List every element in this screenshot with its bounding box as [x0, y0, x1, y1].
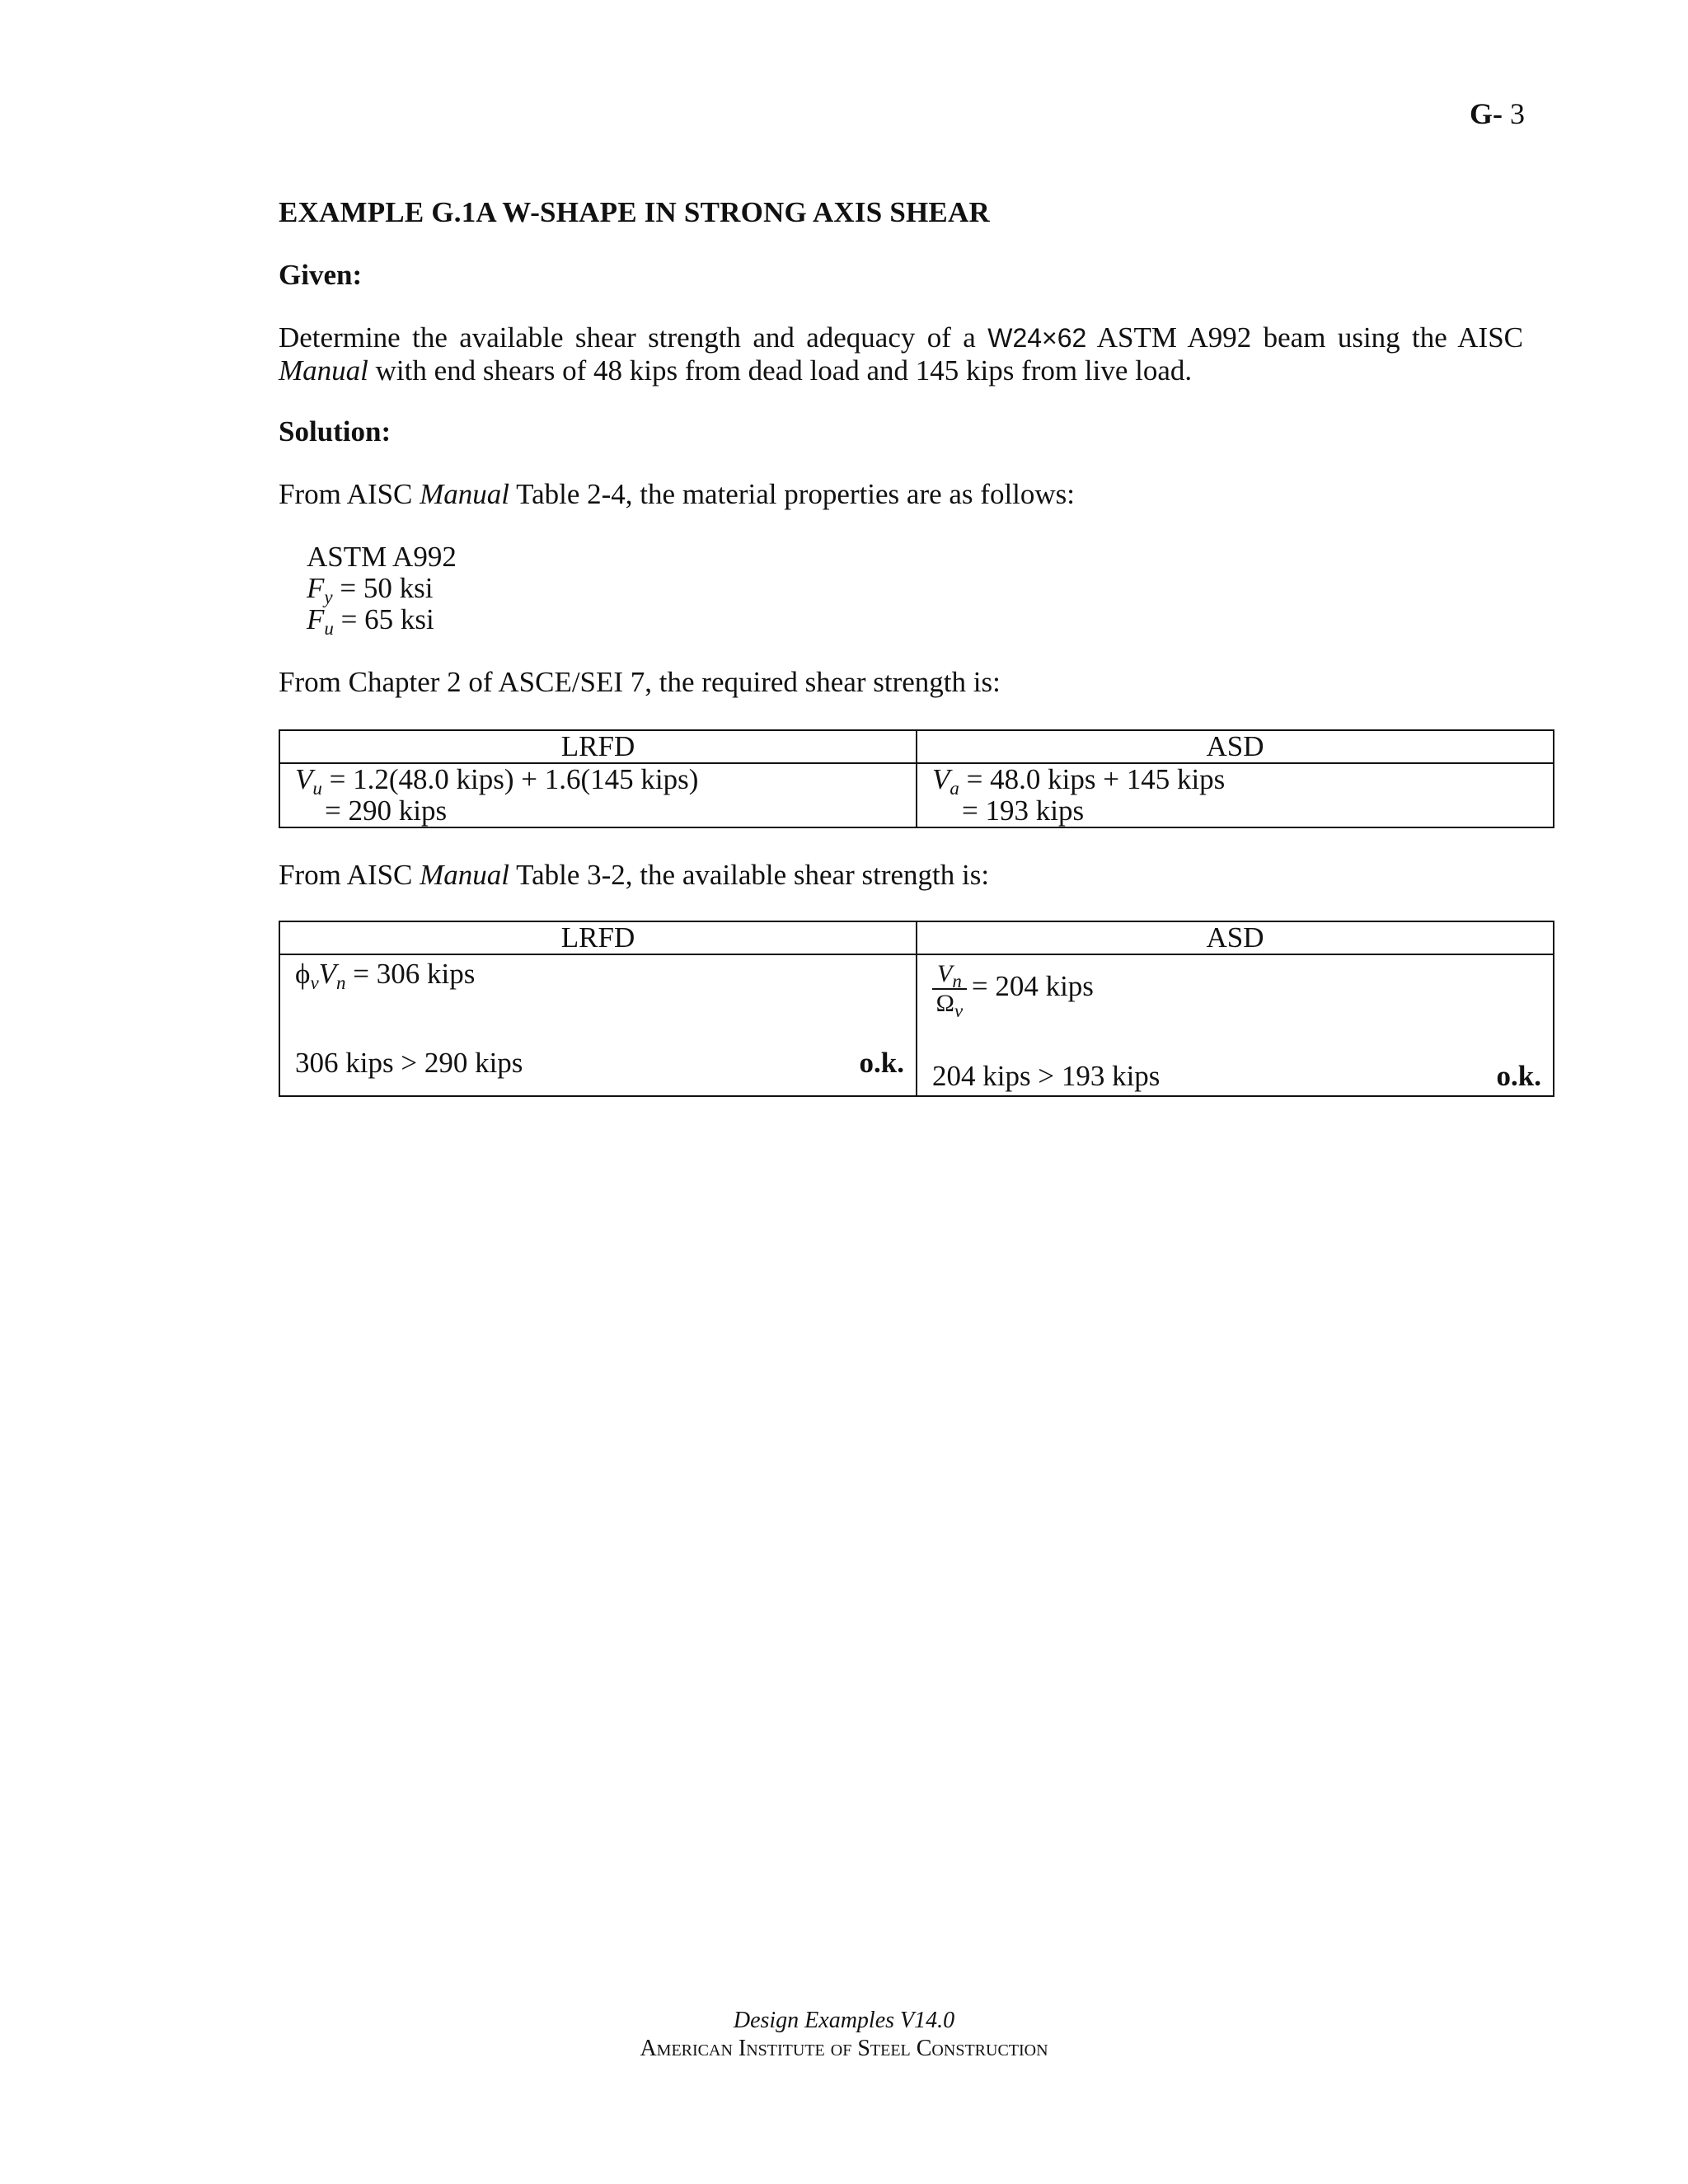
table1-lrfd-cell: $V_u = 1.2(48.0$ kips) + 1.6(145 kips) = 290 kips — [279, 763, 917, 827]
required-strength-intro: From Chapter 2 of ASCE/SEI 7, the required shear strength is: — [279, 666, 1001, 698]
shape-designation: W24×62 — [987, 323, 1087, 353]
lrfd-ok: o.k. — [859, 1047, 904, 1079]
table2-asd-header: ASD — [917, 921, 1554, 954]
available-strength-intro: From AISC Manual Table 3-2, the available shear strength is: — [279, 859, 990, 891]
page-number-value: 3 — [1510, 97, 1525, 130]
table1-lrfd-header: LRFD — [279, 730, 917, 763]
table1-asd-header: ASD — [917, 730, 1554, 763]
example-heading: EXAMPLE G.1A W-SHAPE IN STRONG AXIS SHEAR — [279, 196, 990, 228]
required-strength-table — [279, 729, 1554, 828]
table1-asd-cell: $V_a = 48.0$ kips + 145 kips = 193 kips — [917, 763, 1554, 827]
tensile-strength: $F_u = 65$ ksi — [307, 603, 434, 639]
material-intro: From AISC Manual Table 2-4, the material properties are as follows: — [279, 478, 1076, 510]
asd-ok: o.k. — [1496, 1060, 1541, 1092]
table2-lrfd-cell: $\phi_vV_n = 306$ kips 306 kips > 290 kips o.k. — [279, 954, 917, 1096]
page-label: G- — [1470, 97, 1503, 130]
table2-lrfd-header: LRFD — [279, 921, 917, 954]
material-name: ASTM A992 — [307, 541, 457, 573]
page-number — [1470, 96, 1525, 131]
asd-fraction: $\frac{V_n}{\Omega_v}$ — [932, 960, 967, 1018]
solution-label: Solution: — [279, 415, 392, 448]
footer-publisher: American Institute of Steel Construction — [640, 2036, 1048, 2061]
given-label: Given: — [279, 259, 363, 291]
yield-strength: $F_y = 50$ ksi — [307, 572, 434, 607]
footer-title: Design Examples V14.0 — [733, 2008, 955, 2033]
table2-asd-cell: $\frac{V_n}{\Omega_v}$ = 204 kips 204 kips > 193 kips o.k. — [917, 954, 1554, 1096]
available-strength-table — [279, 921, 1554, 1097]
given-text: Determine the available shear strength and adequacy of a W24×62 ASTM A992 beam using the AISC Manual with end shears of 48 kips from dead load and 145 kips from live load. — [279, 321, 1524, 387]
